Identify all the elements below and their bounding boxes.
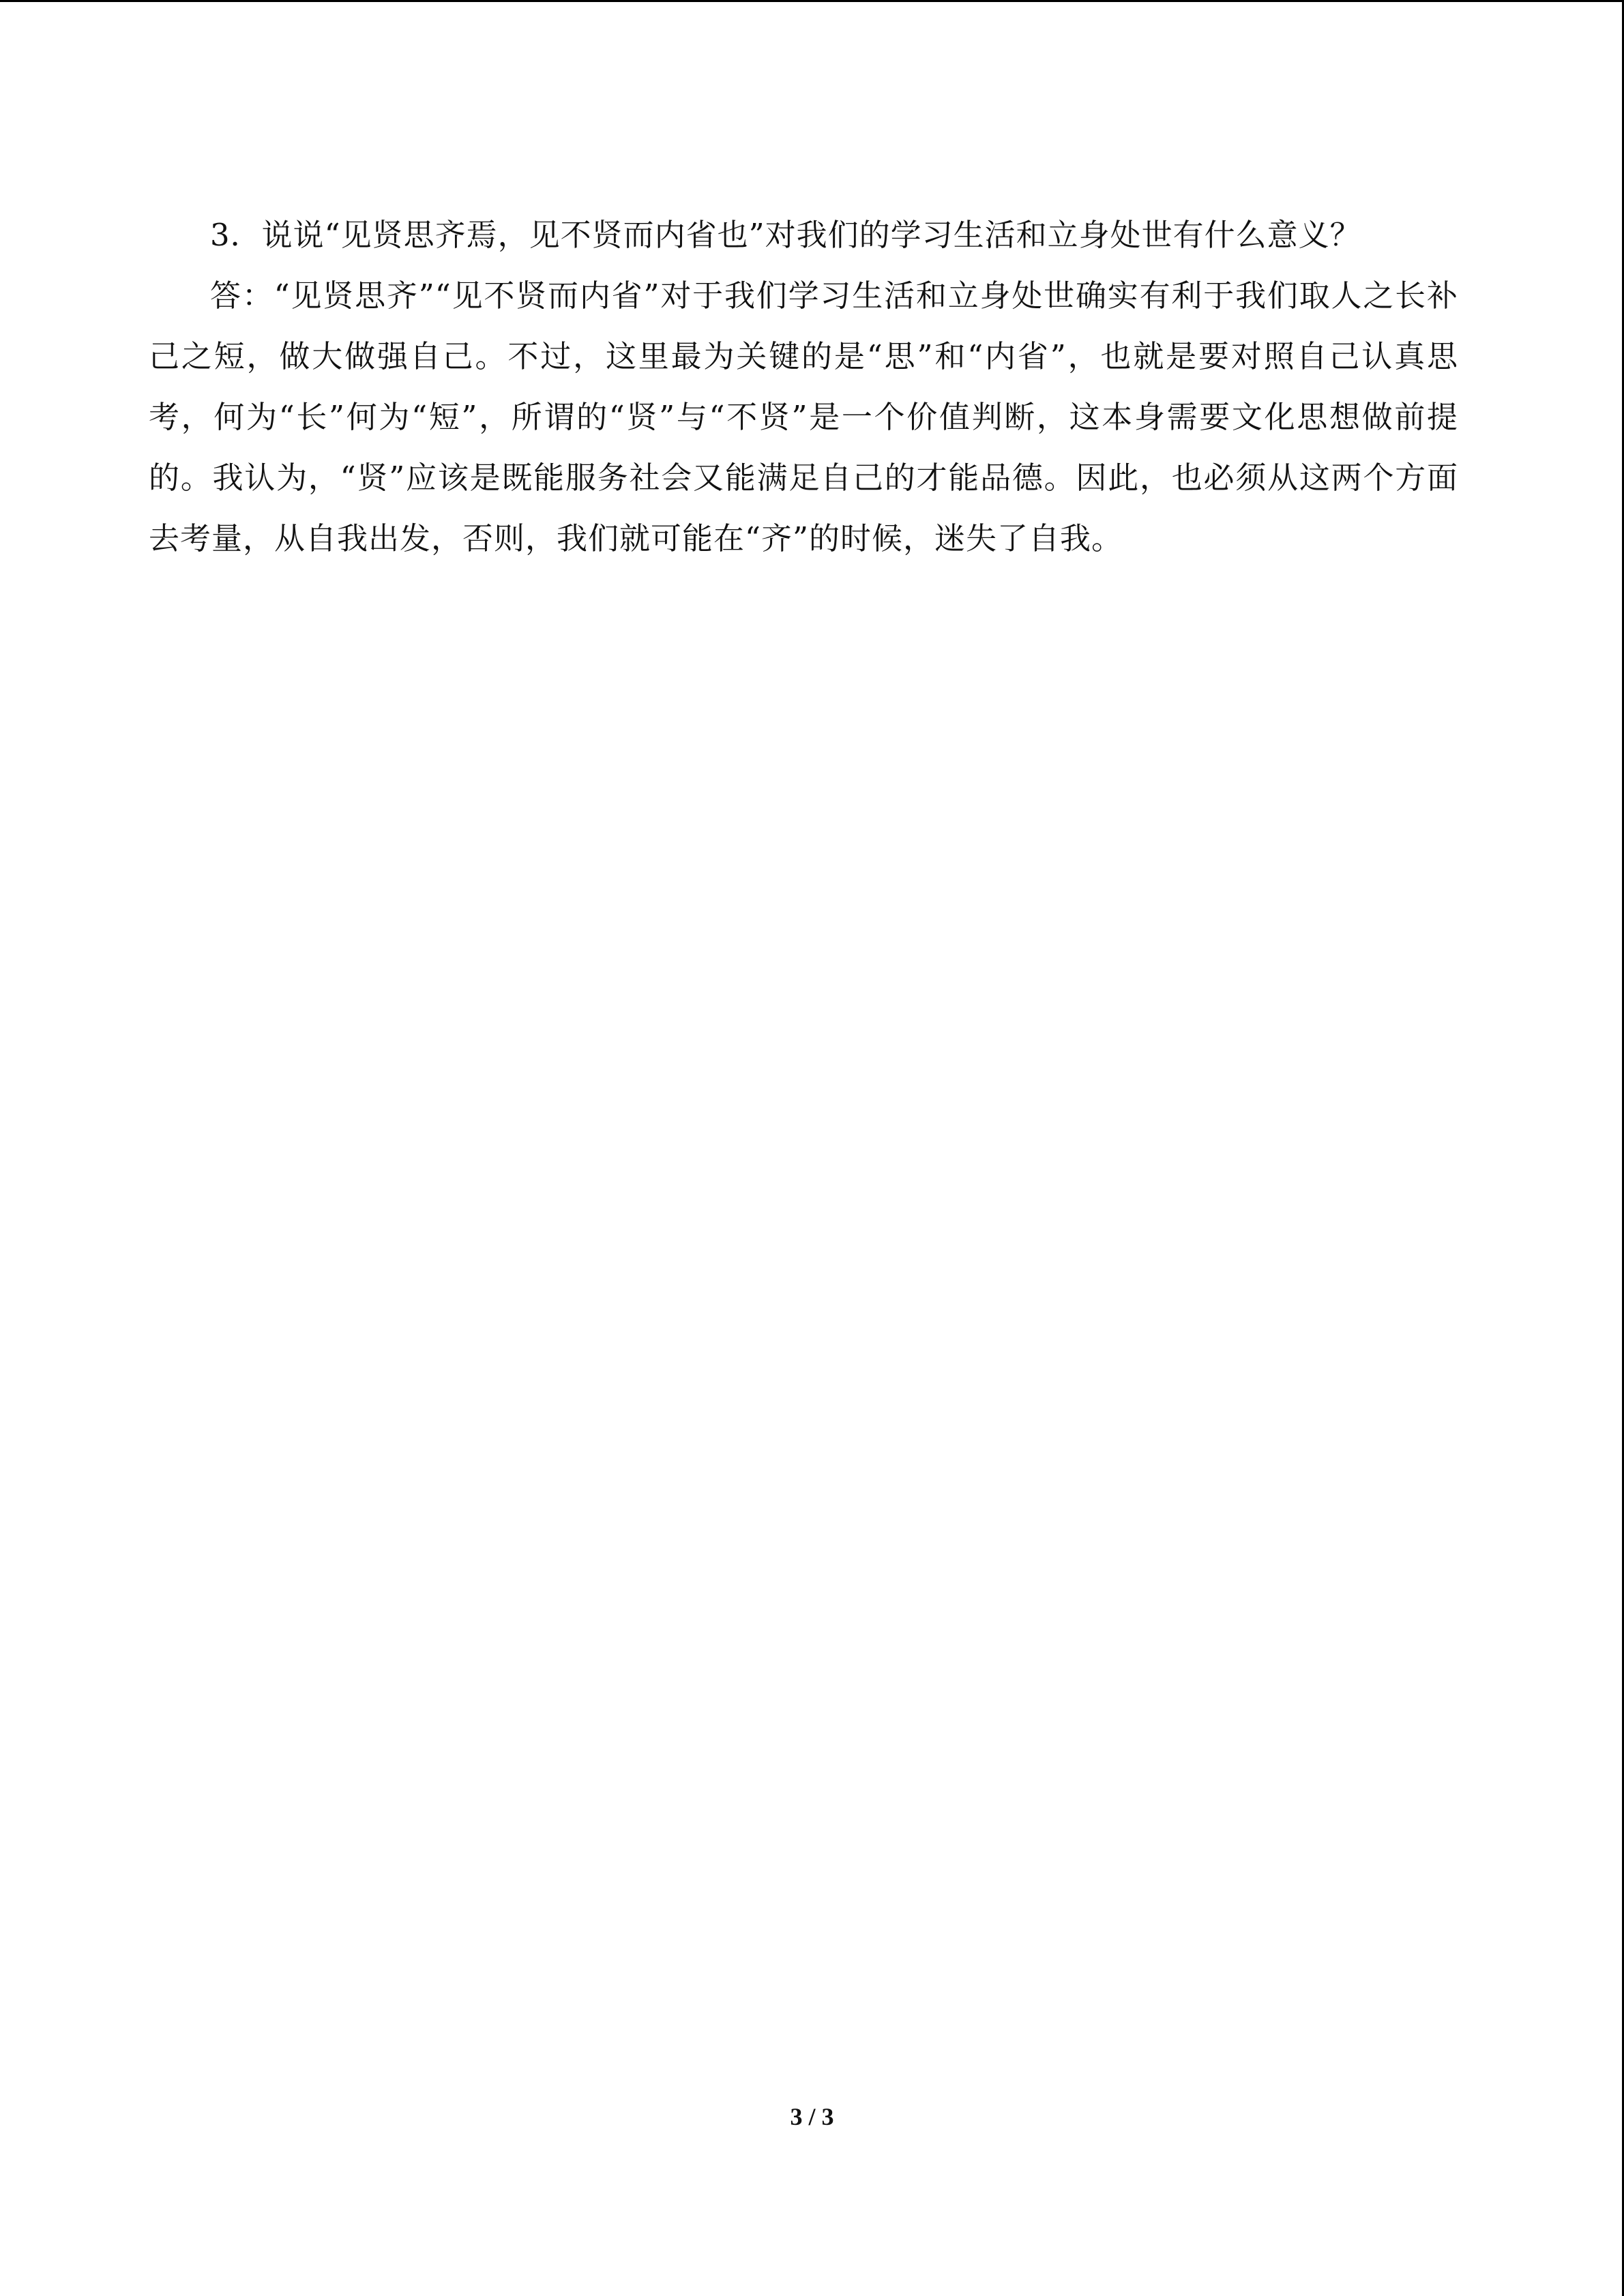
question-paragraph: 3．说说“见贤思齐焉，见不贤而内省也”对我们的学习生活和立身处世有什么意义？ — [210, 217, 1361, 253]
answer-paragraph: 答：“见贤思齐”“见不贤而内省”对于我们学习生活和立身处世确实有利于我们取人之长补己之短，做大做强自己。不过，这里最为关键的是“思”和“内省”，也就是要对照自己认真思考，何为“长”何为“短”，所谓的“贤”与“不贤”是一个价值判断，这本身需要文化思想做前提的。我认为，“贤”应该是既能服务社会又能满足自己的才能品德。因此，也必须从这两个方面去考量，从自我出发，否则，我们就可能在“齐”的时候，迷失了自我。 — [149, 278, 1458, 556]
document-body — [149, 205, 1458, 569]
page-number: 3 / 3 — [790, 2103, 834, 2130]
top-border-line — [0, 0, 1624, 2]
